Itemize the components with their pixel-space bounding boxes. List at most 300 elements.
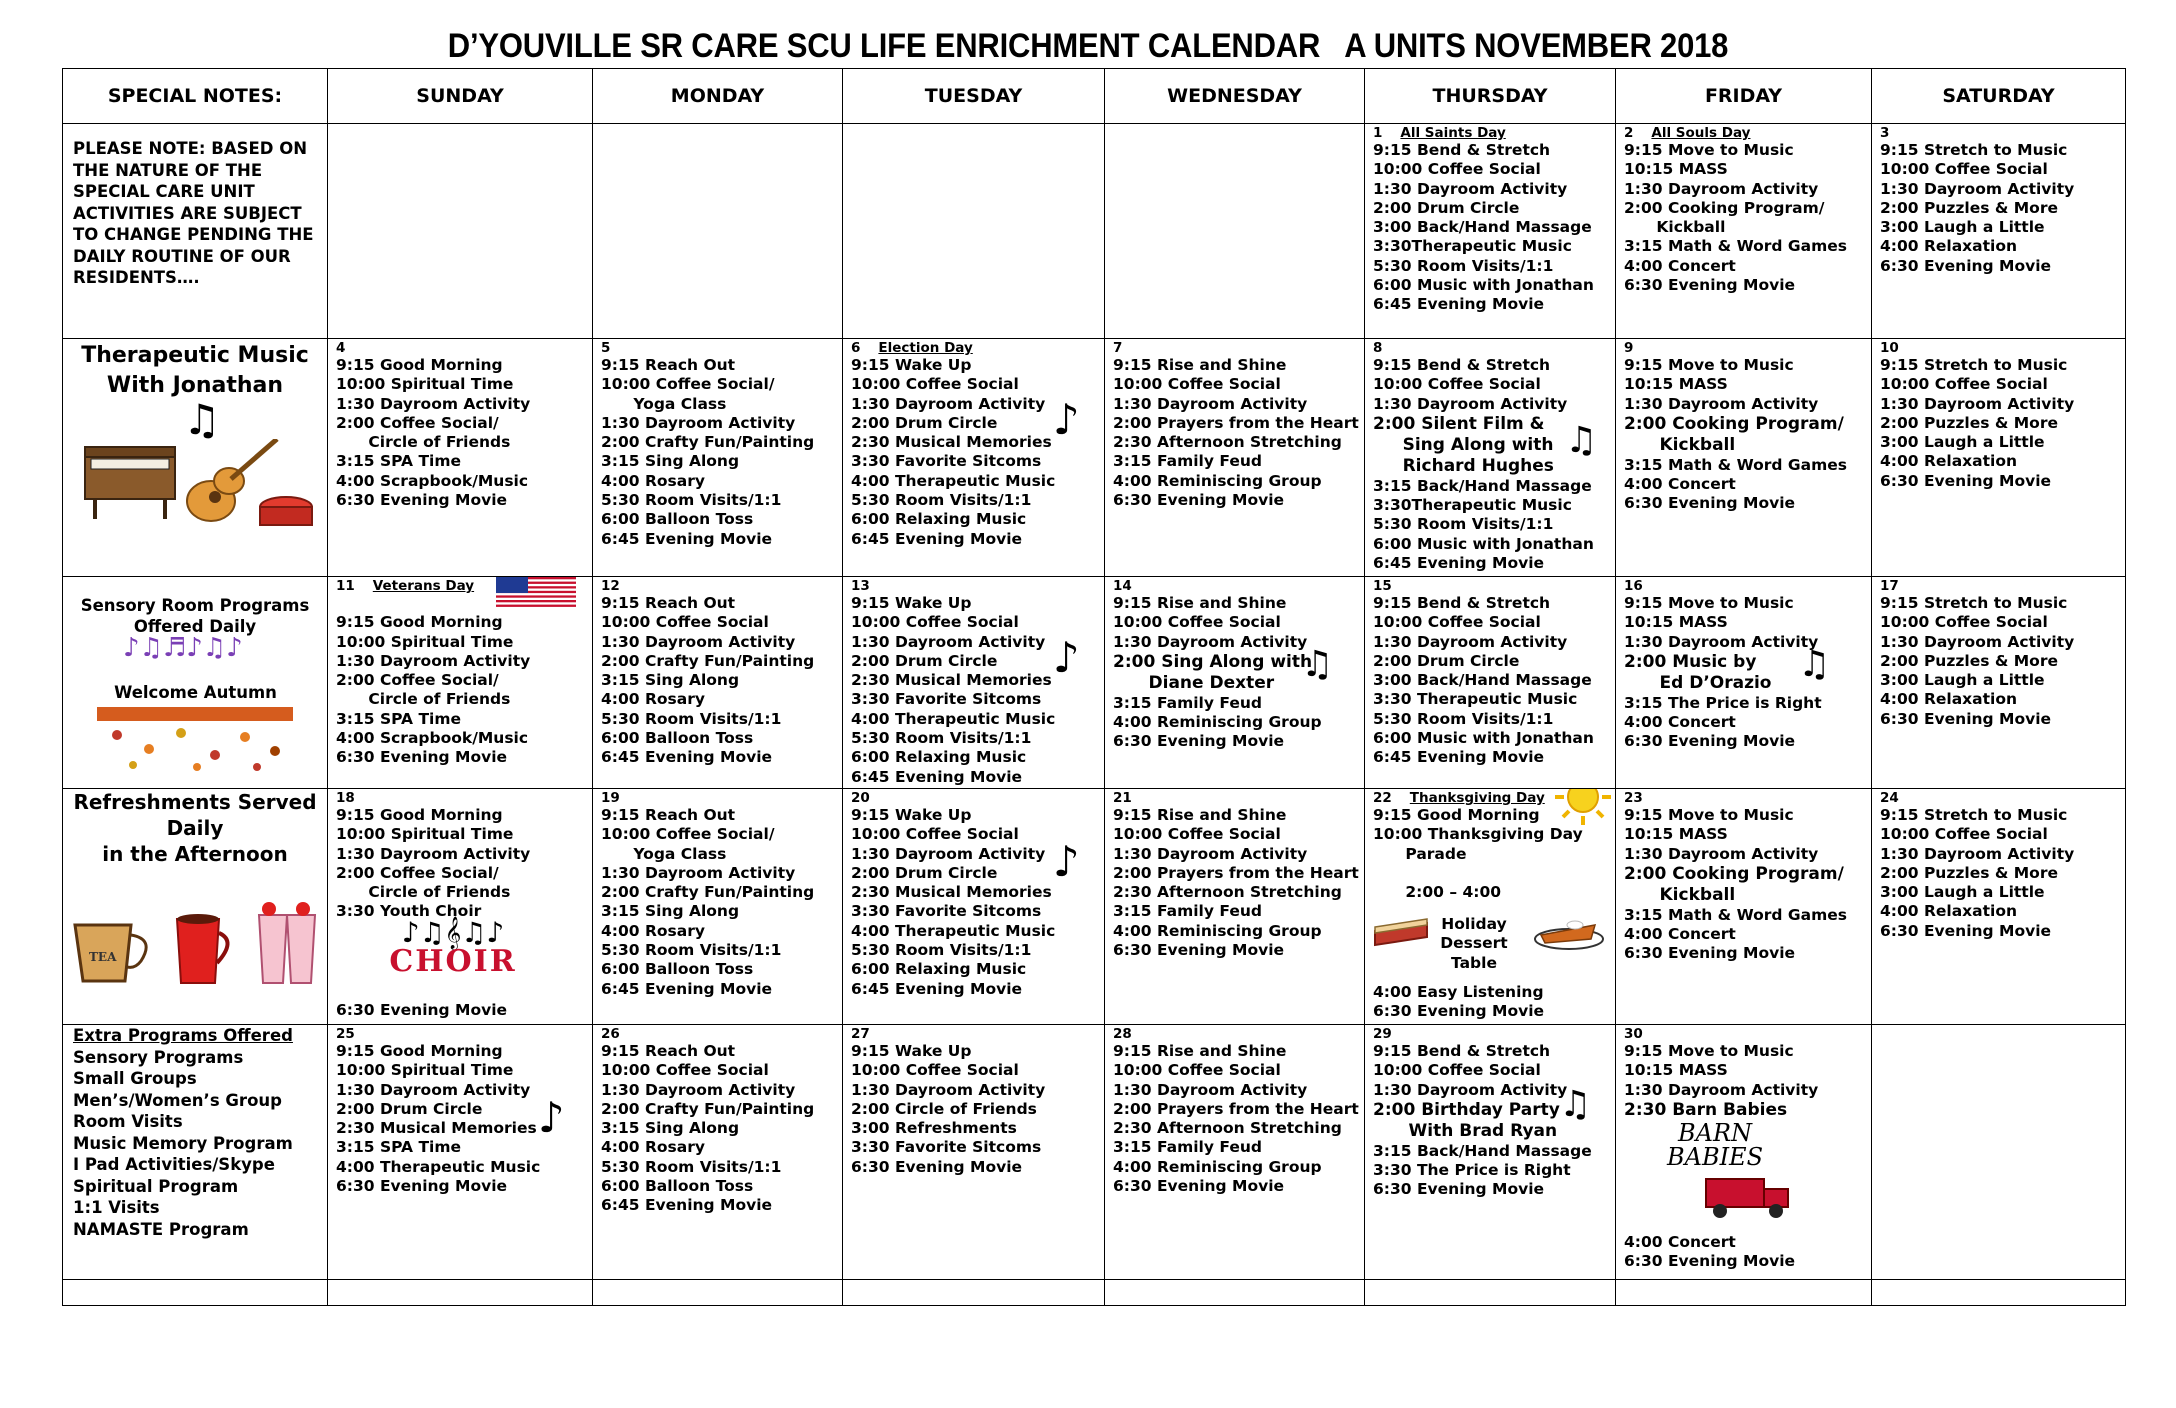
event-item: 1:30 Dayroom Activity — [851, 1080, 1046, 1099]
event-item: 1:30 Dayroom Activity — [851, 844, 1046, 863]
event-item: 6:45 Evening Movie — [601, 748, 773, 767]
event-item: 5:30 Room Visits/1:1 — [601, 1157, 782, 1176]
sensory-room-cell — [63, 577, 328, 789]
event-item: 3:30 Favorite Sitcoms — [851, 902, 1042, 921]
event-item — [1373, 864, 1607, 883]
event-item: 9:15 Rise and Shine — [1113, 1042, 1287, 1060]
event-item: 3:15 Sing Along — [601, 671, 740, 690]
day-number: 27 — [851, 1026, 870, 1042]
event-item: 4:00 Therapeutic Music — [336, 1157, 541, 1176]
event-item: Circle of Friends — [336, 690, 511, 709]
event-item: 1:30 Dayroom Activity — [1880, 394, 2075, 413]
event-item: Ed D’Orazio — [1624, 672, 1772, 693]
event-item: 3:15 Sing Along — [601, 1119, 740, 1138]
week-row — [63, 339, 2126, 577]
event-item: 9:15 Good Morning — [336, 356, 503, 374]
day-number: 26 — [601, 1026, 620, 1042]
event-item: 2:00 Drum Circle — [1373, 198, 1520, 217]
event-item: 1:30 Dayroom Activity — [1624, 1080, 1819, 1099]
event-item: 1:30 Dayroom Activity — [601, 863, 796, 882]
event-item: 9:15 Bend & Stretch — [1373, 356, 1551, 374]
event-item: 1:30 Dayroom Activity — [1373, 179, 1568, 198]
event-item: 3:15 Back/Hand Massage — [1373, 1141, 1592, 1160]
event-item: 6:45 Evening Movie — [601, 979, 773, 998]
header-special-notes: SPECIAL NOTES: — [63, 69, 328, 124]
event-item: 4:00 Therapeutic Music — [851, 921, 1056, 940]
event-item: 2:00 Circle of Friends — [851, 1099, 1037, 1118]
sun-icon — [1553, 789, 1613, 828]
event-item: 10:00 Coffee Social — [1373, 613, 1541, 632]
day-cell — [1365, 789, 1616, 1025]
day-cell — [593, 789, 843, 1025]
event-item: 9:15 Bend & Stretch — [1373, 1042, 1551, 1060]
day-number: 14 — [1113, 578, 1132, 594]
event-item: 1:30 Dayroom Activity — [601, 632, 796, 651]
day-cell — [1105, 339, 1365, 577]
event-item: 6:45 Evening Movie — [1373, 554, 1545, 573]
day-number: 11 Veterans Day — [336, 578, 475, 594]
event-item: 6:30 Evening Movie — [1880, 921, 2052, 940]
event-item: 2:00 Puzzles & More — [1880, 198, 2058, 217]
event-item: 2:00 Silent Film & — [1373, 413, 1545, 434]
event-item: 6:30 Evening Movie — [1624, 732, 1796, 751]
day-number: 8 — [1373, 340, 1383, 356]
extra-programs-cell — [63, 1025, 328, 1280]
day-number: 15 — [1373, 578, 1392, 594]
day-number: 5 — [601, 340, 611, 356]
extra-program-item: Sensory Programs — [73, 1047, 244, 1067]
event-item: 10:00 Coffee Social — [851, 1061, 1019, 1080]
day-cell — [1365, 1025, 1616, 1280]
event-item: 3:15 SPA Time — [336, 1138, 461, 1157]
music-note-icon: ♪ — [538, 1093, 565, 1142]
event-item: 2:00 Cooking Program/ — [1624, 413, 1844, 434]
day-cell — [328, 1025, 593, 1280]
event-item: 6:30 Evening Movie — [336, 1177, 508, 1196]
event-item: 10:00 Coffee Social — [851, 825, 1019, 844]
event-item: 5:30 Room Visits/1:1 — [851, 941, 1032, 960]
extra-programs-heading: Extra Programs Offered — [73, 1026, 293, 1045]
event-item: 2:00 Coffee Social/ — [336, 671, 499, 690]
event-item: 6:30 Evening Movie — [1113, 732, 1285, 751]
music-note-icon: ♪ — [1053, 395, 1080, 444]
event-item: 3:30 Favorite Sitcoms — [851, 690, 1042, 709]
event-item: 6:30 Evening Movie — [1880, 471, 2052, 490]
event-item: 1:30 Dayroom Activity — [1624, 844, 1819, 863]
event-item: 2:30 Musical Memories — [851, 671, 1052, 690]
event-item: 4:00 Easy Listening — [1373, 983, 1544, 1001]
event-item: 6:45 Evening Movie — [851, 767, 1023, 786]
day-cell — [593, 339, 843, 577]
event-item: 4:00 Reminiscing Group — [1113, 1157, 1322, 1176]
music-note-icon: ♪ — [1053, 837, 1080, 886]
event-item: 6:45 Evening Movie — [601, 529, 773, 548]
event-item: 2:00 Coffee Social/ — [336, 863, 499, 882]
event-item: 9:15 Wake Up — [851, 1042, 972, 1060]
event-item: 6:00 Relaxing Music — [851, 748, 1027, 767]
event-item: 10:00 Spiritual Time — [336, 1061, 514, 1080]
header-wednesday: WEDNESDAY — [1105, 69, 1365, 124]
event-item: 10:00 Coffee Social — [1113, 825, 1281, 844]
day-cell — [1872, 789, 2126, 1025]
event-item: 10:00 Coffee Social — [1113, 1061, 1281, 1080]
holiday-label: Thanksgiving Day — [1409, 790, 1545, 806]
day-cell — [1616, 124, 1872, 339]
event-item: 6:30 Evening Movie — [1880, 256, 2052, 275]
event-item: Diane Dexter — [1113, 672, 1275, 693]
day-number: 1 All Saints Day — [1373, 125, 1506, 141]
barn-truck-icon — [1676, 1171, 1816, 1221]
footer-row — [63, 1280, 2126, 1306]
special-note-text: PLEASE NOTE: BASED ON THE NATURE OF THE SPECIAL CARE UNIT ACTIVITIES ARE SUBJECT TO CHANGE PENDING THE DAILY ROUTINE OF OUR RESIDENTS…. — [73, 139, 314, 287]
event-item: 3:15 Family Feud — [1113, 902, 1262, 921]
empty-day-cell — [1872, 1025, 2126, 1280]
day-cell — [843, 1025, 1105, 1280]
event-item: 10:00 Thanksgiving Day — [1373, 825, 1583, 844]
event-item: 2:00 – 4:00 — [1373, 883, 1502, 902]
day-number: 13 — [851, 578, 870, 594]
event-item: 10:00 Coffee Social — [601, 1061, 769, 1080]
event-item: 2:00 Drum Circle — [851, 651, 998, 670]
empty-day-cell — [843, 124, 1105, 339]
event-item: 3:00 Laugh a Little — [1880, 671, 2045, 690]
event-item: 2:00 Music by — [1624, 651, 1757, 672]
holiday-label: All Saints Day — [1400, 125, 1506, 141]
day-cell — [1616, 1025, 1872, 1280]
event-item: 6:45 Evening Movie — [851, 529, 1023, 548]
event-item: 9:15 Move to Music — [1624, 141, 1794, 159]
event-item: 1:30 Dayroom Activity — [1113, 844, 1308, 863]
event-item: 6:45 Evening Movie — [1373, 295, 1545, 314]
extra-program-item: Room Visits — [73, 1112, 183, 1131]
empty-day-cell — [328, 124, 593, 339]
day-number: 9 — [1624, 340, 1634, 356]
event-item: 9:15 Reach Out — [601, 356, 736, 374]
event-item: Sing Along with — [1373, 434, 1554, 455]
holiday-dessert-table-label: Holiday Dessert Table — [1440, 915, 1508, 972]
event-item: 3:15 Family Feud — [1113, 452, 1262, 471]
event-item: 9:15 Good Morning — [336, 806, 503, 824]
therapeutic-music-title: Therapeutic Music With Jonathan — [81, 343, 309, 398]
colorful-music-notes-icon: ♪♫♬♪♫♪ — [123, 633, 243, 663]
event-item: 2:00 Drum Circle — [336, 1099, 483, 1118]
empty-day-cell — [593, 124, 843, 339]
header-sunday: SUNDAY — [328, 69, 593, 124]
day-number: 17 — [1880, 578, 1899, 594]
choir-graphic — [348, 916, 558, 979]
refreshment-cups-icon — [71, 889, 321, 989]
event-item: 6:30 Evening Movie — [336, 1001, 508, 1019]
day-number: 24 — [1880, 790, 1899, 806]
music-note-icon: ♪ — [1053, 633, 1080, 682]
event-item: 2:30 Musical Memories — [851, 433, 1052, 452]
event-item: 5:30 Room Visits/1:1 — [1373, 256, 1554, 275]
event-item: 6:30 Evening Movie — [1624, 944, 1796, 963]
event-item: 10:15 MASS — [1624, 825, 1728, 844]
event-item: 9:15 Rise and Shine — [1113, 594, 1287, 612]
event-item: 10:00 Coffee Social — [601, 613, 769, 632]
event-item: 4:00 Rosary — [601, 471, 705, 490]
event-item: 9:15 Stretch to Music — [1880, 806, 2068, 824]
event-item: 4:00 Rosary — [601, 921, 705, 940]
music-notes-icon: ♫ — [1798, 644, 1831, 685]
event-item: 9:15 Stretch to Music — [1880, 594, 2068, 612]
event-item: 1:30 Dayroom Activity — [1373, 1080, 1568, 1099]
day-cell — [843, 339, 1105, 577]
event-item: 3:30 Therapeutic Music — [1373, 690, 1578, 709]
empty-day-cell — [1105, 124, 1365, 339]
event-item: 4:00 Concert — [1624, 475, 1736, 494]
event-item: 2:00 Drum Circle — [1373, 651, 1520, 670]
day-number: 30 — [1624, 1026, 1643, 1042]
choir-notes-icon: ♪♫𝄞♫♪ — [401, 916, 505, 949]
event-item: 6:00 Balloon Toss — [601, 960, 754, 979]
day-number: 4 — [336, 340, 346, 356]
day-number: 7 — [1113, 340, 1123, 356]
event-item: 2:00 Prayers from the Heart — [1113, 413, 1359, 432]
event-item: 1:30 Dayroom Activity — [336, 1080, 531, 1099]
event-item: 9:15 Stretch to Music — [1880, 356, 2068, 374]
event-item: 1:30 Dayroom Activity — [851, 394, 1046, 413]
event-item: 2:00 Puzzles & More — [1880, 413, 2058, 432]
refreshments-title: Refreshments Served Daily in the Afternoon — [73, 790, 317, 866]
event-item: 6:30 Evening Movie — [1373, 1180, 1545, 1199]
event-item: 2:00 Crafty Fun/Painting — [601, 1099, 815, 1118]
event-item: 6:30 Evening Movie — [851, 1157, 1023, 1176]
calendar-title: D’YOUVILLE SR CARE SCU LIFE ENRICHMENT CALENDAR A UNITS NOVEMBER 2018 — [447, 25, 1729, 66]
event-item: 10:15 MASS — [1624, 1061, 1728, 1080]
event-item: 1:30 Dayroom Activity — [336, 651, 531, 670]
day-cell — [1872, 577, 2126, 789]
event-item: 1:30 Dayroom Activity — [1880, 179, 2075, 198]
event-item: 3:15 Family Feud — [1113, 1138, 1262, 1157]
event-item: 5:30 Room Visits/1:1 — [1373, 709, 1554, 728]
day-number: 28 — [1113, 1026, 1132, 1042]
event-item: 1:30 Dayroom Activity — [1624, 179, 1819, 198]
event-item: 3:00 Back/Hand Massage — [1373, 218, 1592, 237]
event-item: 10:00 Coffee Social — [1880, 375, 2048, 394]
event-item: 9:15 Bend & Stretch — [1373, 141, 1551, 159]
event-item: 10:00 Coffee Social — [1880, 160, 2048, 179]
event-item: 2:00 Puzzles & More — [1880, 651, 2058, 670]
event-item: 4:00 Therapeutic Music — [851, 471, 1056, 490]
event-item: Parade — [1373, 844, 1467, 863]
event-item: 6:00 Music with Jonathan — [1373, 534, 1594, 553]
event-item: 6:00 Music with Jonathan — [1373, 276, 1594, 295]
event-item: 2:00 Prayers from the Heart — [1113, 863, 1359, 882]
event-item: Circle of Friends — [336, 883, 511, 902]
event-item: 10:00 Coffee Social — [1113, 375, 1281, 394]
header-saturday: SATURDAY — [1872, 69, 2126, 124]
holiday-label: All Souls Day — [1651, 125, 1751, 141]
day-cell — [328, 339, 593, 577]
extra-programs-list — [63, 1025, 327, 1240]
cherry-pie-icon — [1371, 915, 1431, 955]
day-cell — [1365, 339, 1616, 577]
event-item: Kickball — [1624, 434, 1736, 455]
event-item: 3:15 Sing Along — [601, 452, 740, 471]
day-number: 21 — [1113, 790, 1132, 806]
event-item: Circle of Friends — [336, 433, 511, 452]
event-item: 10:00 Coffee Social — [851, 375, 1019, 394]
event-item: 4:00 Reminiscing Group — [1113, 471, 1322, 490]
music-notes-icon: ♫ — [183, 395, 221, 444]
event-item: 4:00 Scrapbook/Music — [336, 471, 529, 490]
day-cell — [1105, 577, 1365, 789]
event-item: 4:00 Relaxation — [1880, 452, 2018, 471]
event-item: 6:00 Balloon Toss — [601, 1177, 754, 1196]
day-cell — [1105, 789, 1365, 1025]
event-item: 3:15 SPA Time — [336, 709, 461, 728]
event-item: 3:15 Math & Word Games — [1624, 455, 1847, 474]
event-item: 3:00 Refreshments — [851, 1119, 1017, 1138]
event-item: 2:00 Sing Along with — [1113, 651, 1313, 672]
event-item: 2:30 Musical Memories — [851, 883, 1052, 902]
event-item: 5:30 Room Visits/1:1 — [851, 729, 1032, 748]
day-number: 19 — [601, 790, 620, 806]
week-row — [63, 1025, 2126, 1280]
event-item: 10:00 Spiritual Time — [336, 825, 514, 844]
event-item: 10:00 Coffee Social — [1113, 613, 1281, 632]
event-item: Richard Hughes — [1373, 455, 1554, 476]
special-note-cell — [63, 124, 328, 339]
event-item: 3:30 Favorite Sitcoms — [851, 452, 1042, 471]
event-item: 4:00 Scrapbook/Music — [336, 729, 529, 748]
event-item: 2:30 Afternoon Stretching — [1113, 883, 1342, 902]
event-item: 4:00 Concert — [1624, 925, 1736, 944]
event-item: 1:30 Dayroom Activity — [1113, 394, 1308, 413]
event-item: 4:00 Relaxation — [1880, 690, 2018, 709]
event-item: 2:00 Crafty Fun/Painting — [601, 883, 815, 902]
event-item: 3:30 Favorite Sitcoms — [851, 1138, 1042, 1157]
day-number: 10 — [1880, 340, 1899, 356]
day-number: 2 All Souls Day — [1624, 125, 1751, 141]
event-item: 9:15 Wake Up — [851, 594, 972, 612]
event-item: 9:15 Move to Music — [1624, 1042, 1794, 1060]
day-cell — [843, 789, 1105, 1025]
event-item: Yoga Class — [601, 844, 727, 863]
event-item: 5:30 Room Visits/1:1 — [851, 491, 1032, 510]
event-item: 2:00 Puzzles & More — [1880, 863, 2058, 882]
event-item: 6:30 Evening Movie — [1113, 1177, 1285, 1196]
header-friday: FRIDAY — [1616, 69, 1872, 124]
day-number: 20 — [851, 790, 870, 806]
event-item: 3:30 The Price is Right — [1373, 1161, 1571, 1180]
day-number: 16 — [1624, 578, 1643, 594]
event-item: 6:30 Evening Movie — [1880, 709, 2052, 728]
music-notes-icon: ♫ — [1565, 420, 1598, 461]
extra-program-item: Men’s/Women’s Group — [73, 1090, 282, 1110]
event-item: 10:00 Coffee Social — [1373, 160, 1541, 179]
event-item: 2:00 Drum Circle — [851, 413, 998, 432]
event-item: 3:15 Back/Hand Massage — [1373, 476, 1592, 495]
header-thursday: THURSDAY — [1365, 69, 1616, 124]
event-item: 10:00 Spiritual Time — [336, 632, 514, 651]
day-number: 22 Thanksgiving Day — [1373, 790, 1545, 806]
event-item: 9:15 Rise and Shine — [1113, 806, 1287, 824]
event-item: 2:00 Cooking Program/ — [1624, 198, 1825, 217]
event-item: 3:00 Back/Hand Massage — [1373, 671, 1592, 690]
day-cell — [1872, 339, 2126, 577]
event-item: 3:00 Laugh a Little — [1880, 883, 2045, 902]
event-item: 10:00 Coffee Social — [1880, 613, 2048, 632]
event-item: 5:30 Room Visits/1:1 — [601, 709, 782, 728]
event-item: 2:00 Crafty Fun/Painting — [601, 433, 815, 452]
event-item: 4:00 Relaxation — [1880, 237, 2018, 256]
day-number: 12 — [601, 578, 620, 594]
event-item: Kickball — [1624, 218, 1726, 237]
event-item: 3:00 Laugh a Little — [1880, 218, 2045, 237]
event-item: 2:30 Barn Babies — [1624, 1099, 1788, 1120]
event-item: 6:30 Evening Movie — [1624, 276, 1796, 295]
event-item: 1:30 Dayroom Activity — [1624, 632, 1819, 651]
event-item: 1:30 Dayroom Activity — [336, 844, 531, 863]
event-item: 2:00 Birthday Party — [1373, 1099, 1560, 1120]
event-item: 3:30 Youth Choir — [336, 902, 482, 921]
event-item: 2:00 Coffee Social/ — [336, 413, 499, 432]
event-item: 3:00 Laugh a Little — [1880, 433, 2045, 452]
event-item: 6:30 Evening Movie — [1624, 494, 1796, 513]
event-item: 2:30 Afternoon Stretching — [1113, 433, 1342, 452]
event-item: 6:30 Evening Movie — [336, 491, 508, 510]
barn-babies-logo: BARN BABIES — [1666, 1119, 1764, 1171]
tea-label: TEA — [89, 950, 117, 964]
event-item: 6:00 Relaxing Music — [851, 960, 1027, 979]
event-item: 4:00 Concert — [1624, 713, 1736, 732]
event-item: 6:30 Evening Movie — [1113, 491, 1285, 510]
event-item: 2:00 Cooking Program/ — [1624, 863, 1844, 884]
day-cell — [843, 577, 1105, 789]
event-item: 9:15 Wake Up — [851, 356, 972, 374]
event-item: 4:00 Relaxation — [1880, 902, 2018, 921]
event-item: 3:30Therapeutic Music — [1373, 237, 1572, 256]
event-item: 4:00 Therapeutic Music — [851, 709, 1056, 728]
event-item: 10:15 MASS — [1624, 375, 1728, 394]
event-item: 9:15 Rise and Shine — [1113, 356, 1287, 374]
day-cell — [593, 1025, 843, 1280]
extra-program-item: NAMASTE Program — [73, 1219, 249, 1239]
event-item: 4:00 Rosary — [601, 1138, 705, 1157]
day-number: 29 — [1373, 1026, 1392, 1042]
day-cell — [593, 577, 843, 789]
music-notes-icon: ♫ — [1301, 644, 1334, 685]
extra-program-item: Spiritual Program — [73, 1176, 239, 1196]
event-item: 6:00 Balloon Toss — [601, 510, 754, 529]
event-item: 9:15 Good Morning — [336, 1042, 503, 1060]
extra-program-item: 1:1 Visits — [73, 1198, 160, 1217]
event-item: 2:00 Drum Circle — [851, 863, 998, 882]
event-item: 6:00 Balloon Toss — [601, 729, 754, 748]
event-item: 9:15 Wake Up — [851, 806, 972, 824]
event-item: 5:30 Room Visits/1:1 — [601, 491, 782, 510]
musical-instruments-icon — [81, 439, 321, 529]
week-row — [63, 789, 2126, 1025]
extra-program-item: Small Groups — [73, 1069, 197, 1088]
music-notes-icon: ♫ — [1559, 1084, 1592, 1125]
day-cell — [1616, 339, 1872, 577]
extra-program-item: I Pad Activities/Skype — [73, 1155, 275, 1174]
day-cell — [1365, 577, 1616, 789]
holiday-label: Veterans Day — [372, 578, 475, 594]
event-item: 2:00 Crafty Fun/Painting — [601, 651, 815, 670]
event-item: 1:30 Dayroom Activity — [1880, 632, 2075, 651]
day-cell — [1616, 789, 1872, 1025]
event-item: 9:15 Reach Out — [601, 594, 736, 612]
event-item: 4:00 Rosary — [601, 690, 705, 709]
day-cell — [1365, 124, 1616, 339]
header-row — [63, 69, 2126, 124]
event-item: 9:15 Bend & Stretch — [1373, 594, 1551, 612]
